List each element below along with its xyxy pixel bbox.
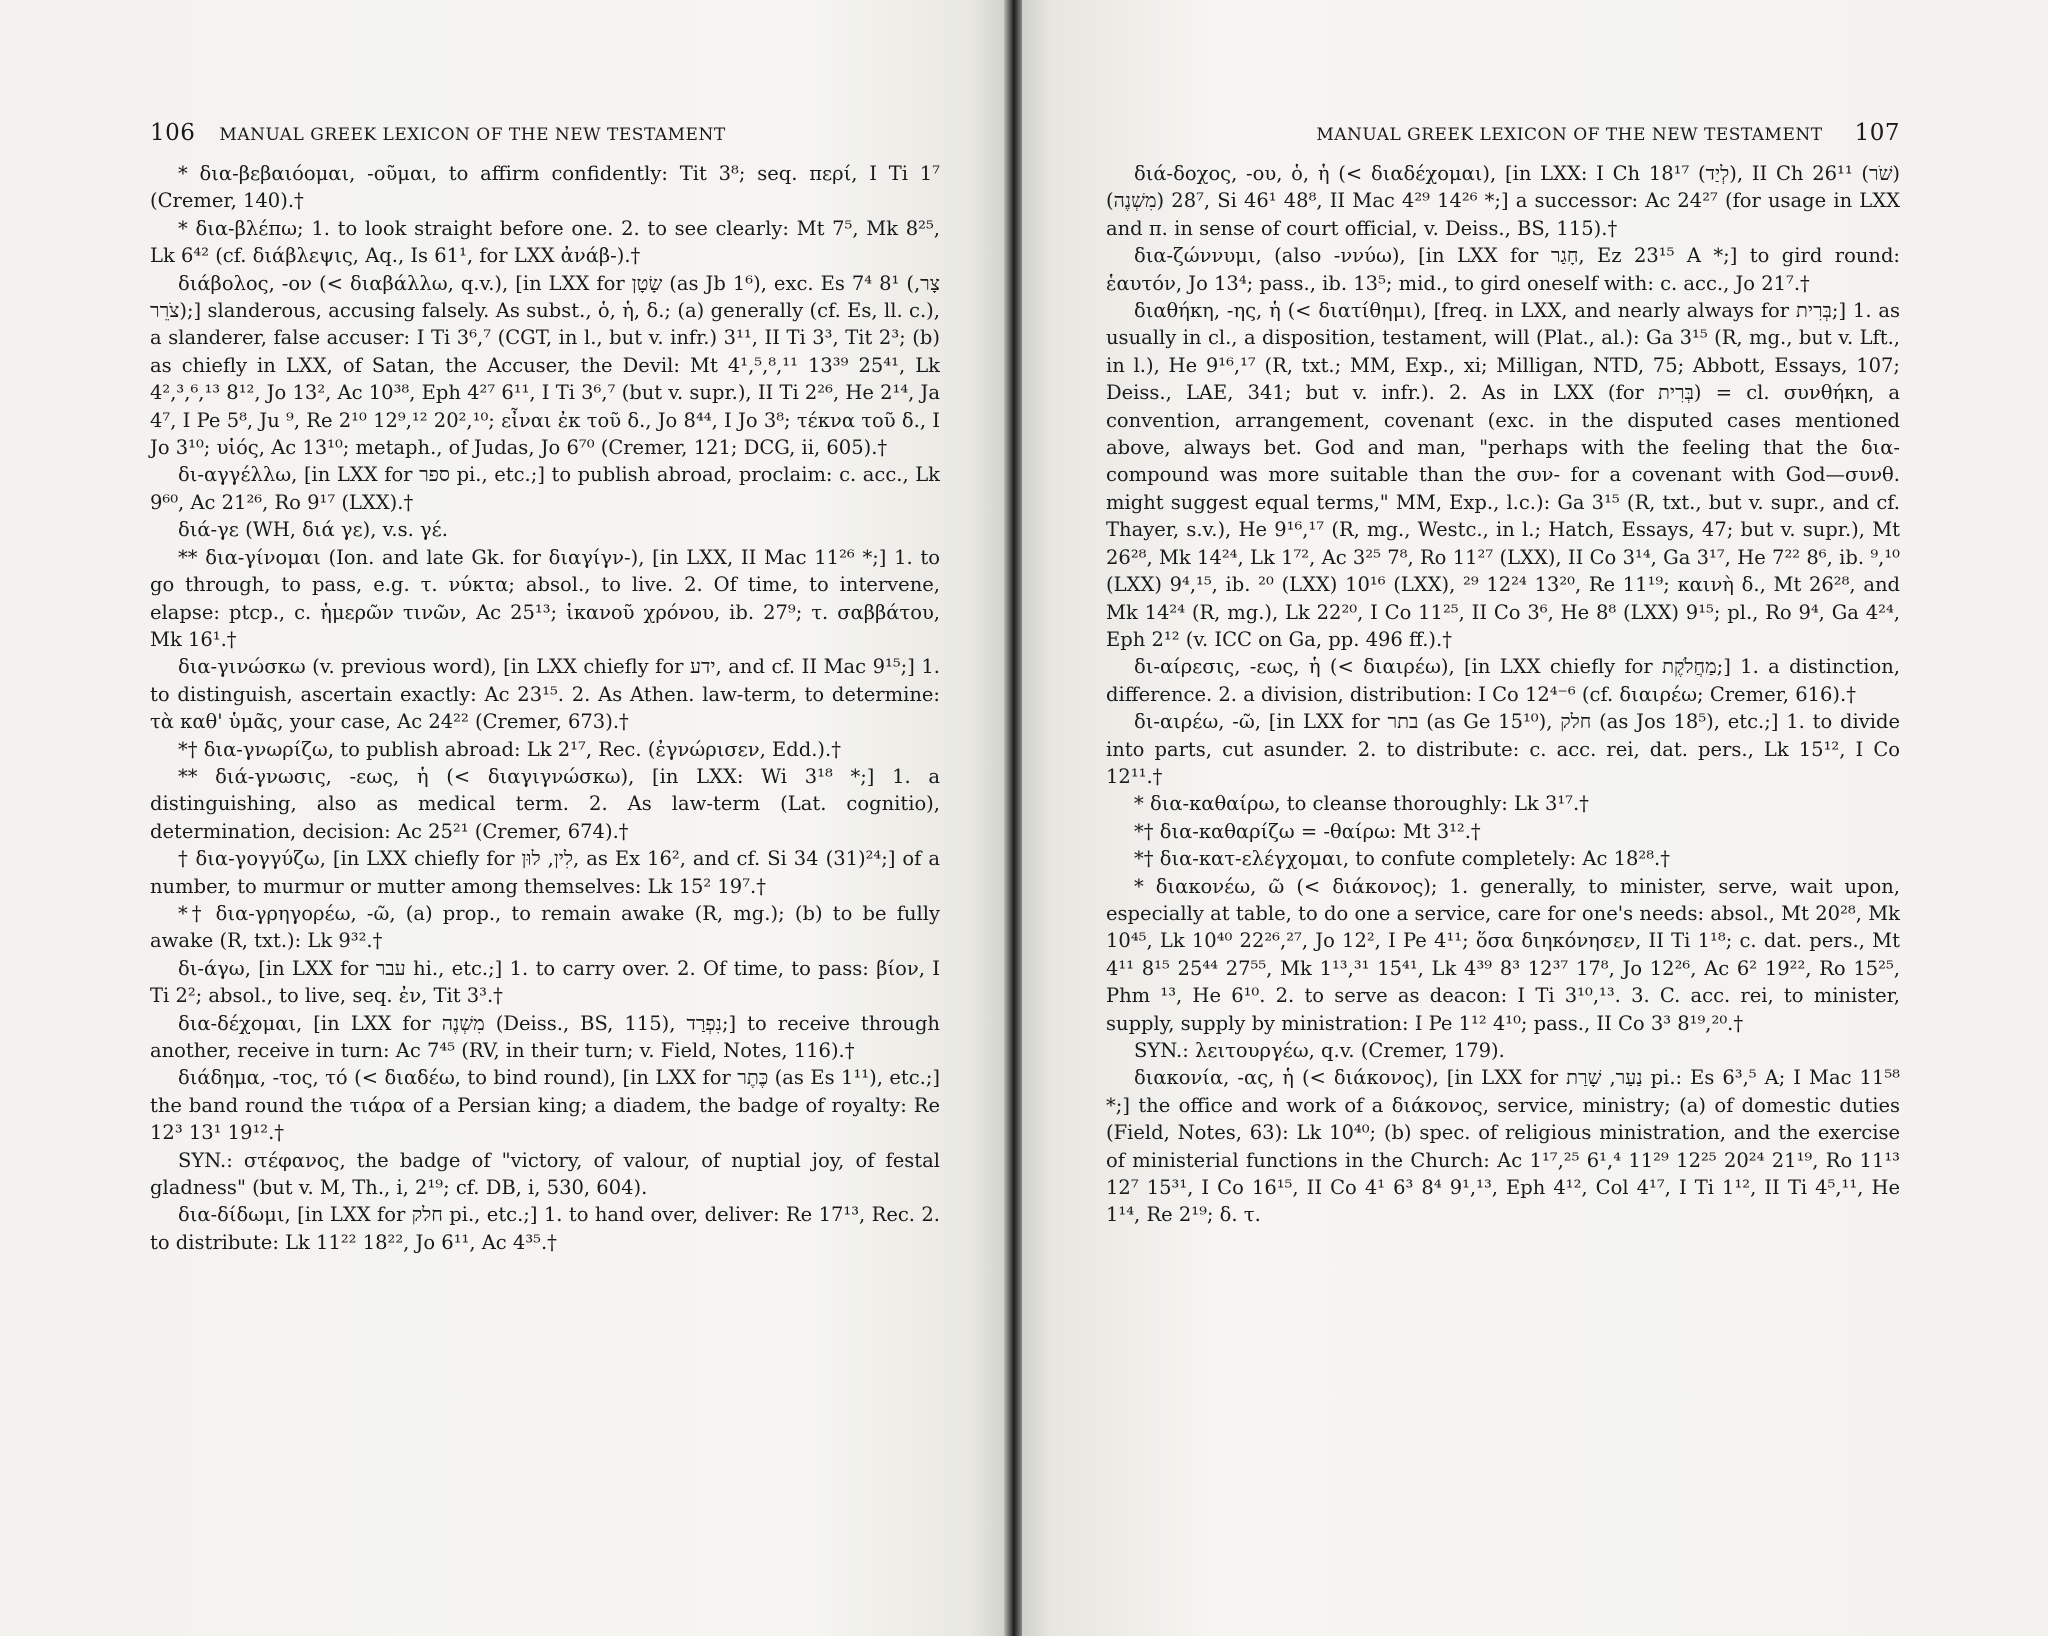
entry-diagnorizo: *† δια-γνωρίζω, to publish abroad: Lk 2¹⁷, Rec. (ἐγνώρισεν, Edd.).† xyxy=(178,737,841,761)
left-entries xyxy=(150,160,940,1256)
entry-diaginomai: ** δια-γίνομαι (Ion. and late Gk. for διαγίγν-), [in LXX, II Mac 11²⁶ *;] 1. to go through, to pass, e.g. τ. νύκτα; absol., to live. 2. Of time, to intervene, elapse: ptcp., c. ἡμερῶν τινῶν, Ac 25¹³; ἱκανοῦ χρόνου, ib. 27⁹; τ. σαββάτου, Mk 16¹.† xyxy=(150,545,940,651)
entry-diadochos: διά-δοχος, -ου, ὁ, ἡ (< διαδέχομαι), [in LXX: I Ch 18¹⁷ (לְיַד), II Ch 26¹¹ (שֹׁר) 28⁷ (מִשְׁנֶה), Si 46¹ 48⁸, II Mac 4²⁹ 14²⁶ *;] a successor: Ac 24²⁷ (for usage in LXX and π. in sense of court official, v. Deiss., BS, 115).† xyxy=(1106,162,1900,240)
entry-diage: διά-γε (WH, διά γε), v.s. γέ. xyxy=(178,518,448,542)
entry-diakoneo-syn: SYN.: λειτουργέω, q.v. (Cremer, 179). xyxy=(1134,1039,1505,1062)
book-gutter xyxy=(1004,0,1022,1636)
entry-diangello: δι-αγγέλλω, [in LXX for ספר pi., etc.;] to publish abroad, proclaim: c. acc., Lk 9⁶⁰, Ac 21²⁶, Ro 9¹⁷ (LXX).† xyxy=(150,463,940,514)
entry-diablepo: * δια-βλέπω; 1. to look straight before one. 2. to see clearly: Mt 7⁵, Mk 8²⁵, Lk 6⁴² (cf. διάβλεψις, Aq., Is 61¹, for LXX ἀνάβ-).† xyxy=(150,216,940,268)
right-running-head xyxy=(1106,120,1900,146)
right-page xyxy=(1010,0,2048,1636)
entry-diagregoreo: *† δια-γρηγορέω, -ῶ, (a) prop., to remain awake (R, mg.); (b) to be fully awake (R, txt.): Lk 9³².† xyxy=(150,901,940,953)
entry-diagnosis: ** διά-γνωσις, -εως, ἡ (< διαγιγνώσκω), [in LXX: Wi 3¹⁸ *;] 1. a distinguishing, also as medical term. 2. As law-term (Lat. cognitio), determination, decision: Ac 25²¹ (Cremer, 674).† xyxy=(150,764,940,843)
entry-diakathairo: * δια-καθαίρω, to cleanse thoroughly: Lk 3¹⁷.† xyxy=(1134,792,1589,816)
entry-diabebaioomai: * δια-βεβαιόομαι, -οῦμαι, to affirm confidently: Tit 3⁸; seq. περί, I Ti 1⁷ (Cremer, 140).† xyxy=(150,162,940,213)
entry-diakoneo: * διακονέω, ῶ (< διάκονος); 1. generally, to minister, serve, wait upon, especially at table, to do one a service, care for one's needs: absol., Mt 20²⁸, Mk 10⁴⁵, Lk 10⁴⁰ 22²⁶,²⁷, Jo 12², I Pe 4¹¹; ὅσα διηκόνησεν, II Ti 1¹⁸; c. dat. pers., Mt 4¹¹ 8¹⁵ 25⁴⁴ 27⁵⁵, Mk 1¹³,³¹ 15⁴¹, Lk 4³⁹ 8³ 12³⁷ 17⁸, Jo 12²⁶, Ac 6² 19²², Ro 15²⁵, Phm ¹³, He 6¹⁰. 2. to serve as deacon: I Ti 3¹⁰,¹³. 3. C. acc. rei, to minister, supply, supply by ministration: I Pe 1¹² 4¹⁰; pass., II Co 3³ 8¹⁹,²⁰.† xyxy=(1106,874,1900,1035)
left-running-title: MANUAL GREEK LEXICON OF THE NEW TESTAMENT xyxy=(219,125,726,145)
entry-diakonia: διακονία, -ας, ἡ (< διάκονος), [in LXX for נַעַר, שָׁרַת pi.: Es 6³,⁵ A; I Mac 11⁵⁸ *;] the office and work of a διάκονος, service, ministry; (a) of domestic duties (Field, Notes, 63): Lk 10⁴⁰; (b) spec. of religious ministration, and the exercise of ministerial functions in the Church: Ac 1¹⁷,²⁵ 6¹,⁴ 11²⁹ 12²⁵ 20²⁴ 21¹⁹, Ro 11¹³ 12⁷ 15³¹, I Co 16¹⁵, II Co 4¹ 6³ 8⁴ 9¹,¹³, Eph 4¹², Col 4¹⁷, I Ti 1¹², II Ti 4⁵,¹¹, He 1¹⁴, Re 2¹⁹; δ. τ. xyxy=(1106,1066,1900,1227)
right-page-number: 107 xyxy=(1854,120,1900,146)
right-running-title: MANUAL GREEK LEXICON OF THE NEW TESTAMENT xyxy=(1316,125,1823,145)
entry-diaireo: δι-αιρέω, -ῶ, [in LXX for בתר (as Ge 15¹⁰), חלק (as Jos 18⁵), etc.;] 1. to divide into parts, cut asunder. 2. to distribute: c. acc. rei, dat. pers., Lk 15¹², I Co 12¹¹.† xyxy=(1106,710,1901,788)
entry-diairesis: δι-αίρεσις, -εως, ἡ (< διαιρέω), [in LXX chiefly for מַחֲלֹקֶת;] 1. a distinction, difference. 2. a division, distribution: I Co 12⁴⁻⁶ (cf. διαιρέω; Cremer, 616).† xyxy=(1106,655,1900,706)
entry-diaginosko: δια-γινώσκω (v. previous word), [in LXX chiefly for ידע, and cf. II Mac 9¹⁵;] 1. to distinguish, ascertain exactly: Ac 23¹⁵. 2. As Athen. law-term, to determine: τὰ καθ' ὑμᾶς, your case, Ac 24²² (Cremer, 673).† xyxy=(150,655,940,734)
entry-diadema-syn: SYN.: στέφανος, the badge of "victory, of valour, of nuptial joy, of festal gladness" (but v. M, Th., i, 2¹⁹; cf. DB, i, 530, 604). xyxy=(150,1148,940,1200)
left-running-head xyxy=(150,120,940,146)
entry-diazonnymi: δια-ζώννυμι, (also -ννύω), [in LXX for חָגַר, Ez 23¹⁵ A *;] to gird round: ἑαυτόν, Jo 13⁴; pass., ib. 13⁵; mid., to gird oneself with: c. acc., Jo 21⁷.† xyxy=(1106,244,1900,295)
right-entries xyxy=(1106,160,1900,1229)
left-page xyxy=(0,0,1010,1636)
entry-diadema: διάδημα, -τος, τό (< διαδέω, to bind round), [in LXX for כֶּתֶר (as Es 1¹¹), etc.;] the band round the τιάρα of a Persian king; a diadem, the badge of royalty: Re 12³ 13¹ 19¹².† xyxy=(150,1066,941,1145)
entry-diabolos: διάβολος, -ον (< διαβάλλω, q.v.), [in LXX for שָׂטָן (as Jb 1⁶), exc. Es 7⁴ 8¹ (צָר, צֹרֵר);] slanderous, accusing falsely. As subst., ὁ, ἡ, δ.; (a) generally (cf. Es, ll. c.), a slanderer, false accuser: I Ti 3⁶,⁷ (CGT, in l., but v. infr.) 3¹¹, II Ti 3³, Tit 2³; (b) as chiefly in LXX, of Satan, the Accuser, the Devil: Mt 4¹,⁵,⁸,¹¹ 13³⁹ 25⁴¹, Lk 4²,³,⁶,¹³ 8¹², Jo 13², Ac 10³⁸, Eph 4²⁷ 6¹¹, I Ti 3⁶,⁷ (but v. supr.), II Ti 2²⁶, He 2¹⁴, Ja 4⁷, I Pe 5⁸, Ju ⁹, Re 2¹⁰ 12⁹,¹² 20²,¹⁰; εἶναι ἐκ τοῦ δ., Jo 8⁴⁴, I Jo 3⁸; τέκνα τοῦ δ., I Jo 3¹⁰; υἱός, Ac 13¹⁰; metaph., of Judas, Jo 6⁷⁰ (Cremer, 121; DCG, ii, 605).† xyxy=(150,271,940,460)
entry-diago: δι-άγω, [in LXX for עבר hi., etc.;] 1. to carry over. 2. Of time, to pass: βίον, I Ti 2²; absol., to live, seq. ἐν, Tit 3³.† xyxy=(150,956,940,1008)
entry-diakatharizo: *† δια-καθαρίζω = -θαίρω: Mt 3¹².† xyxy=(1134,819,1481,843)
entry-diakatelenchomai: *† δια-κατ-ελέγχομαι, to confute completely: Ac 18²⁸.† xyxy=(1134,847,1670,871)
entry-diadechomai: δια-δέχομαι, [in LXX for מִשְׁנֶה (Deiss., BS, 115), נִפְרַד;] to receive through another, receive in turn: Ac 7⁴⁵ (RV, in their turn; v. Field, Notes, 116).† xyxy=(150,1011,940,1062)
entry-diadidomi: δια-δίδωμι, [in LXX for חלק pi., etc.;] 1. to hand over, deliver: Re 17¹³, Rec. 2. to distribute: Lk 11²² 18²², Jo 6¹¹, Ac 4³⁵.† xyxy=(150,1203,940,1254)
left-page-number: 106 xyxy=(150,120,196,146)
entry-diagongyzo: † δια-γογγύζω, [in LXX chiefly for לִין, לוּן, as Ex 16², and cf. Si 34 (31)²⁴;] of a number, to murmur or mutter among themselves: Lk 15² 19⁷.† xyxy=(150,847,940,898)
entry-diatheke: διαθήκη, -ης, ἡ (< διατίθημι), [freq. in LXX, and nearly always for בְּרִית;] 1. as usually in cl., a disposition, testament, will (Plat., al.): Ga 3¹⁵ (R, mg., but v. Lft., in l.), He 9¹⁶,¹⁷ (R, txt.; MM, Exp., xi; Milligan, NTD, 75; Abbott, Essays, 107; Deiss., LAE, 341; but v. infr.). 2. As in LXX (for בְּרִית) = cl. συνθήκη, a convention, arrangement, covenant (exc. in the disputed cases mentioned above, always bet. God and man, "perhaps with the feeling that the δια- compound was more suitable than the συν- for a covenant with God—συνθ. might suggest equal terms," MM, Exp., l.c.): Ga 3¹⁵ (R, txt., but v. supr., and cf. Thayer, s.v.), He 9¹⁶,¹⁷ (R, mg., Westc., in l.; Hatch, Essays, 47; but v. supr.), Mt 26²⁸, Mk 14²⁴, Lk 1⁷², Ac 3²⁵ 7⁸, Ro 11²⁷ (LXX), II Co 3¹⁴, Ga 3¹⁷, He 7²² 8⁶, ib. ⁹,¹⁰ (LXX) 9⁴,¹⁵, ib. ²⁰ (LXX) 10¹⁶ (LXX), ²⁹ 12²⁴ 13²⁰, Re 11¹⁹; καινὴ δ., Mt 26²⁸, and Mk 14²⁴ (R, mg.), Lk 22²⁰, I Co 11²⁵, II Co 3⁶, He 8⁸ (LXX) 9¹⁵; pl., Ro 9⁴, Ga 4²⁴, Eph 2¹² (v. ICC on Ga, pp. 496 ff.).† xyxy=(1106,299,1901,651)
